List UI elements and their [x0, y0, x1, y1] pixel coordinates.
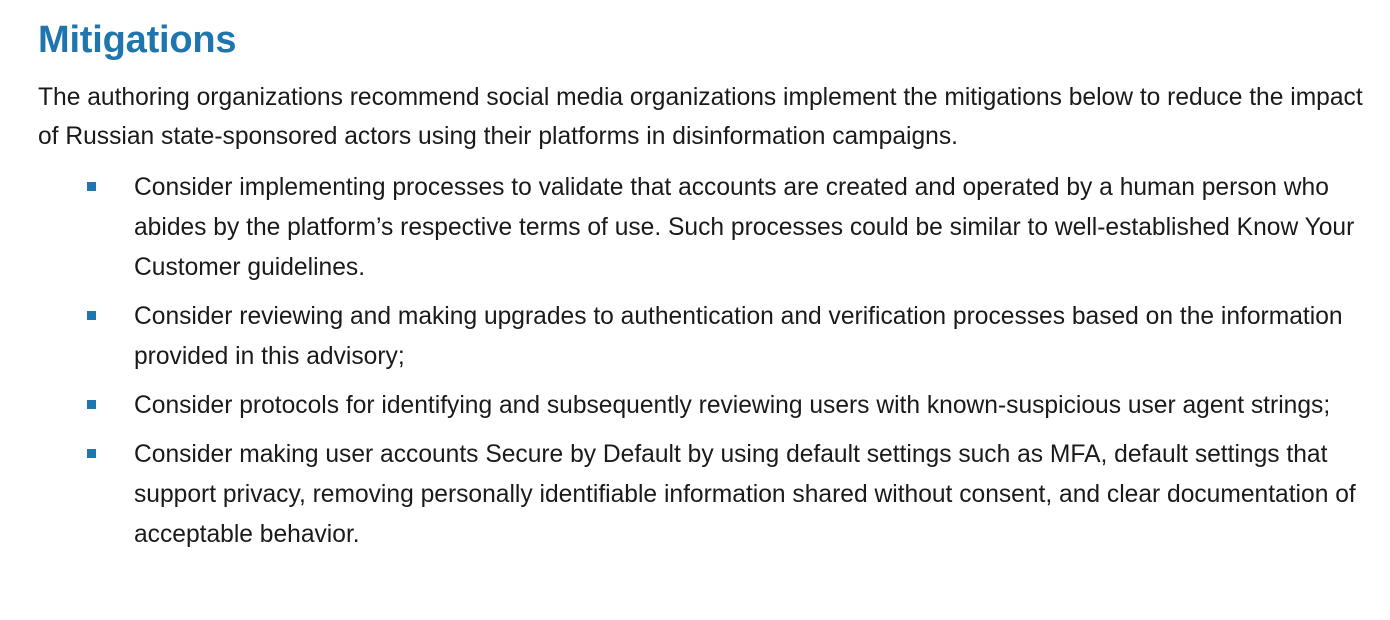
mitigations-list [38, 168, 1378, 555]
square-bullet-icon [87, 311, 96, 320]
list-item-text: Consider making user accounts Secure by Default by using default settings such as MFA, default settings that support privacy, removing personally identifiable information shared without consent, and clear documentation of acceptable behavior. [134, 441, 1356, 548]
section-heading: Mitigations [38, 19, 237, 61]
list-item [38, 386, 1378, 426]
square-bullet-icon [87, 400, 96, 409]
list-item-text: Consider protocols for identifying and subsequently reviewing users with known-suspicious user agent strings; [134, 392, 1331, 419]
list-item [38, 168, 1378, 288]
square-bullet-icon [87, 182, 96, 191]
list-item-text: Consider reviewing and making upgrades to authentication and verification processes based on the information provided in this advisory; [134, 303, 1343, 370]
intro-paragraph: The authoring organizations recommend social media organizations implement the mitigations below to reduce the impact of Russian state-sponsored actors using their platforms in disinformation campaigns. [38, 84, 1363, 150]
list-item-text: Consider implementing processes to validate that accounts are created and operated by a human person who abides by the platform’s respective terms of use. Such processes could be similar to well-established Know Your Customer guidelines. [134, 174, 1355, 281]
document-section [38, 14, 1378, 564]
square-bullet-icon [87, 449, 96, 458]
list-item [38, 435, 1378, 555]
list-item [38, 297, 1378, 377]
